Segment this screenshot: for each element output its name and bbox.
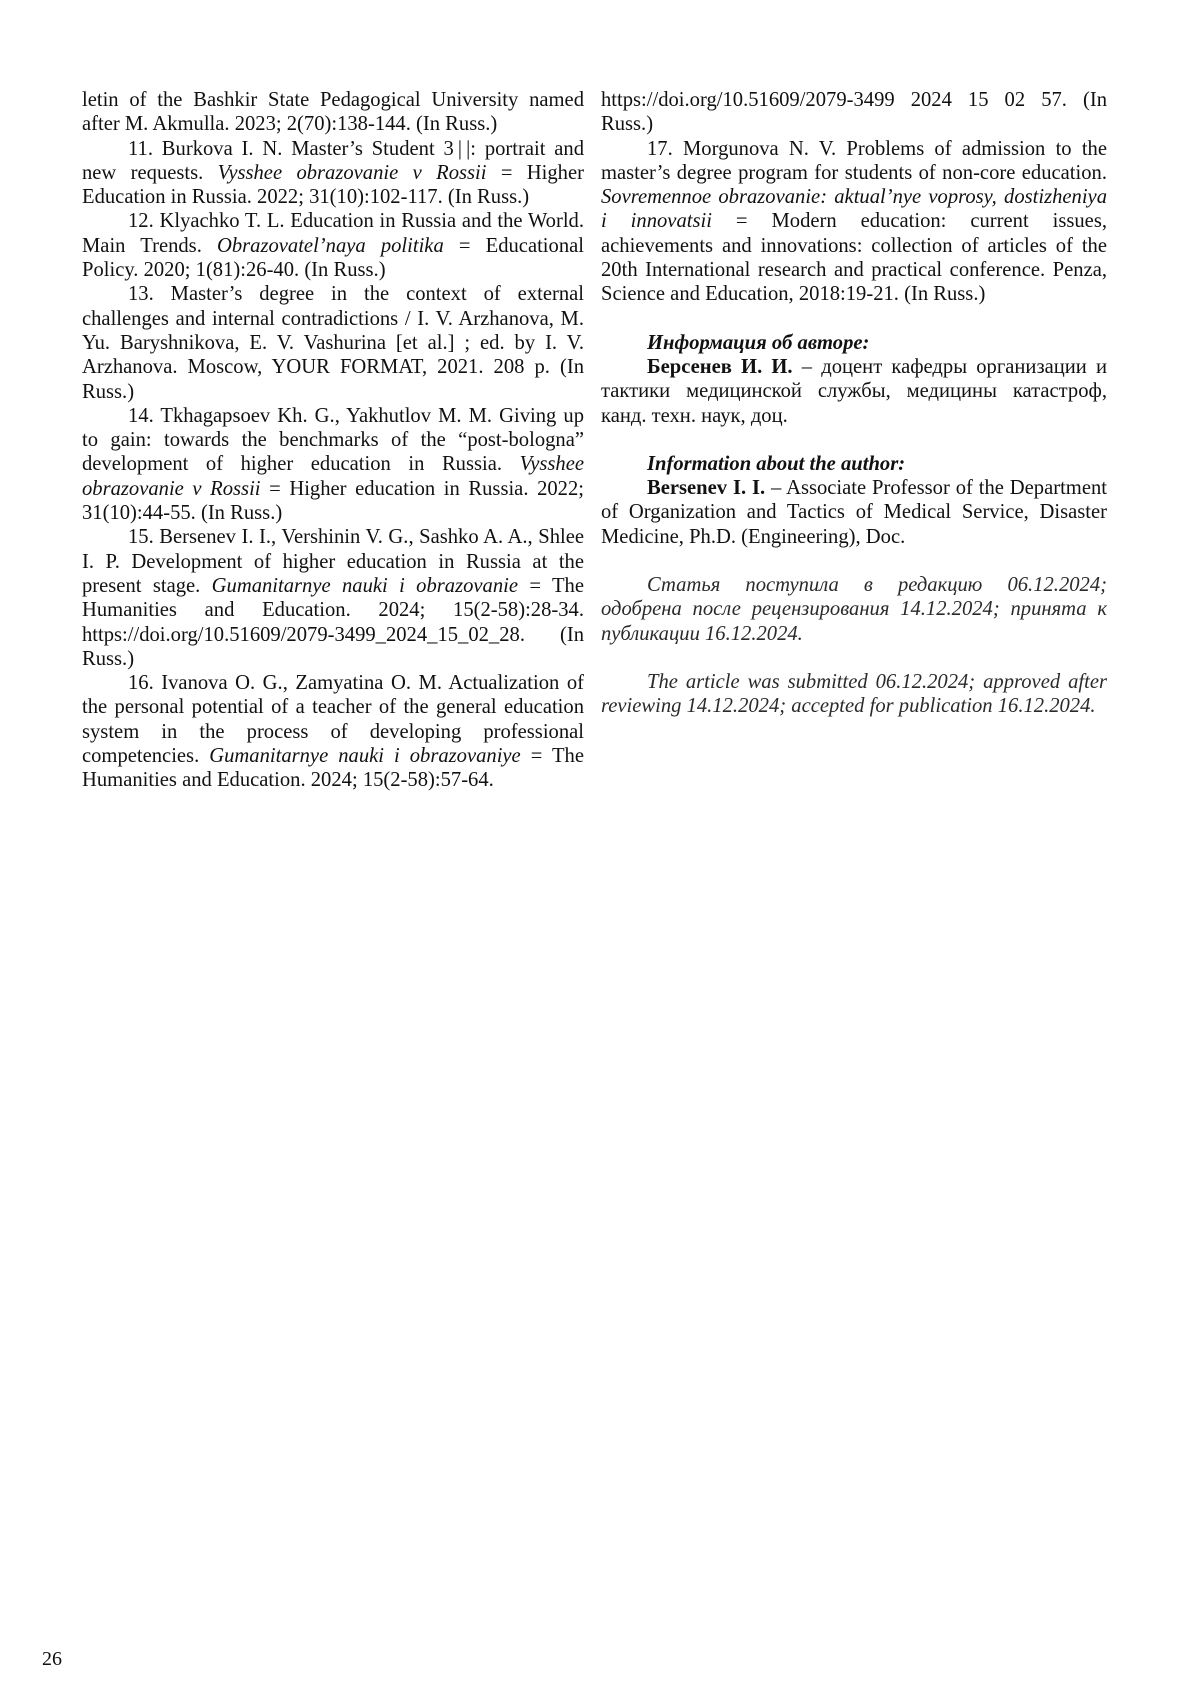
submission-note-en: The article was submitted 06.12.2024; approved after reviewing 14.12.2024; accepted for publication 16.12.2024. — [601, 670, 1107, 718]
submission-note-ru: Статья поступила в редакцию 06.12.2024; одобрена после рецензирования 14.12.2024; принята к публикации 16.12.2024. — [601, 574, 1107, 645]
page-number: 26 — [42, 1648, 62, 1670]
reference-13: 13. Master’s degree in the context of external challenges and internal contradictions / I. V. Arzhanova, M. Yu. Baryshnikova, E. V. Vashurina [et al.] ; ed. by I. V. Arzhanova. Moscow, YOUR FORMAT, 2021. 208 p. (In Russ.) — [82, 283, 584, 403]
reference-12-journal: Obrazovatel’naya politika — [216, 234, 444, 257]
reference-16 — [82, 671, 584, 792]
reference-15 — [82, 525, 584, 671]
reference-15-journal: Gumanitarnye nauki i obrazovanie — [211, 574, 518, 597]
submission-note-ru-block — [601, 573, 1107, 646]
submission-note-en-block — [601, 670, 1107, 719]
reference-12-text: 12. Klyachko T. L. Education in Russia and the World. Main Trends. — [82, 210, 584, 257]
reference-11 — [82, 137, 584, 210]
reference-16-continuation: https://doi.org/10.51609/2079-3499 2024 15 02 57. (In Russ.) — [601, 89, 1107, 136]
reference-14 — [82, 404, 584, 525]
author-info-ru-body — [601, 355, 1107, 428]
author-info-ru — [601, 331, 1107, 428]
right-column — [601, 88, 1107, 719]
reference-11-details: = Higher Education in Russia. 2022; 31(10):102-117. (In Russ.) — [82, 161, 584, 209]
reference-11-journal: Vysshee obrazovanie v Rossii — [217, 161, 487, 184]
author-info-en-body — [601, 476, 1107, 549]
reference-12-details: = Educational Policy. 2020; 1(81):26-40. (In Russ.) — [82, 234, 584, 282]
left-column — [82, 88, 584, 793]
reference-17-journal: Sovremennoe obrazovanie: aktual’nye voprosy, dostizheniya i innovatsii — [601, 186, 1107, 233]
reference-15-text: 15. Bersenev I. I., Vershinin V. G., Sashko A. A., Shlee I. P. Development of higher education in Russia at the present stage. — [82, 526, 584, 597]
reference-11-text: 11. Burkova I. N. Master’s Student 3 | |: portrait and new requests. — [82, 137, 584, 184]
reference-17 — [601, 137, 1107, 307]
author-info-en — [601, 452, 1107, 549]
author-info-en-title: Information about the author: — [647, 452, 906, 475]
author-desc-ru: – доцент кафедры организации и тактики медицинской службы, медицины катастроф, канд. техн. наук, доц. — [601, 355, 1107, 427]
reference-17-details: = Modern education: current issues, achievements and innovations: collection of articles of the 20th International research and practical conference. Penza, Science and Education, 2018:19-21. (In Russ.) — [601, 210, 1107, 306]
author-name-en: Bersenev I. I. — [647, 477, 766, 500]
reference-16-text: 16. Ivanova O. G., Zamyatina O. M. Actualization of the personal potential of a teacher of the general education system in the process of developing professional competencies. — [82, 672, 584, 768]
reference-17-text: 17. Morgunova N. V. Problems of admission to the master’s degree program for students of non-core education. — [601, 137, 1107, 184]
reference-14-details: = Higher education in Russia. 2022; 31(10):44-55. (In Russ.) — [82, 477, 584, 525]
reference-15-details: = The Humanities and Education. 2024; 15(2-58):28-34. https://doi.org/10.51609/2079-3499_2024_15_02_28. (In Russ.) — [82, 574, 584, 670]
author-name-ru: Берсенев И. И. — [647, 355, 793, 378]
reference-12 — [82, 209, 584, 282]
reference-14-journal: Vysshee obrazovanie v Rossii — [82, 453, 584, 500]
reference-16-details: = The Humanities and Education. 2024; 15(2-58):57-64. — [82, 745, 584, 792]
author-info-ru-title: Информация об авторе: — [647, 331, 870, 354]
reference-14-text: 14. Tkhagapsoev Kh. G., Yakhutlov M. M. Giving up to gain: towards the benchmarks of the “post-bologna” development of higher education in Russia. — [82, 404, 584, 476]
reference-10-continuation: letin of the Bashkir State Pedagogical University named after M. Akmulla. 2023; 2(70):138-144. (In Russ.) — [82, 89, 584, 136]
author-desc-en: – Associate Professor of the Department of Organization and Tactics of Medical Service, Disaster Medicine, Ph.D. (Engineering), Doc. — [601, 477, 1107, 548]
reference-16-journal: Gumanitarnye nauki i obrazovaniye — [209, 745, 521, 768]
